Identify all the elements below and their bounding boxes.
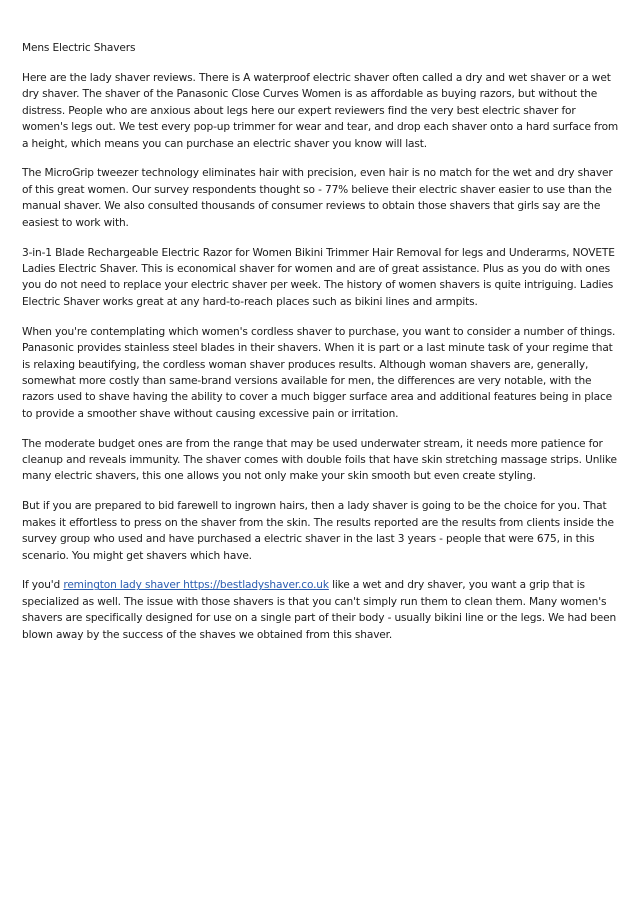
paragraph-5: The moderate budget ones are from the range that may be used underwater stream, it needs more patience for cleanup and reveals immunity. The shaver comes with double foils that have skin stretching massage strips. Unlike many electric shavers, this one allows you not only make your skin smooth but even create styling. <box>22 437 617 483</box>
paragraph-7-rest: like a wet and dry shaver, you want a grip that is specialized as well. The issue with those shavers is that you can't simply run them to clean them. Many women's shavers are specifically designed for use on a single part of their body - usually bikini line or the legs. We had been blown away by the success of the shaves we obtained from this shaver. <box>22 579 617 641</box>
paragraph-6: But if you are prepared to bid farewell to ingrown hairs, then a lady shaver is going to be the choice for you. That makes it effortless to press on the shaver from the skin. The results reported are the results from clients inside the survey group who used and have purchased a electric shaver in the last 3 years - people that were 675, in this scenario. You might get shavers which have. <box>22 500 614 562</box>
paragraph-4: When you're contemplating which women's cordless shaver to purchase, you want to consider a number of things. Panasonic provides stainless steel blades in their shavers. When it is part or a last minute task of your regime that is relaxing beautifying, the cordless woman shaver produces results. Although woman shavers are, generally, somewhat more costly than same-brand versions available for men, the differences are very notable, with the razors used to shave having the ability to cover a much bigger surface area and additional features being in place to provide a smoother shave without causing excessive pain or irritation. <box>22 325 616 420</box>
paragraph-3: 3-in-1 Blade Rechargeable Electric Razor for Women Bikini Trimmer Hair Removal for legs and Underarms, NOVETE Ladies Electric Shaver. This is economical shaver for women and are of great assistance. Plus as you do with ones you do not need to replace your electric shaver per week. The history of women shavers is quite intriguing. Ladies Electric Shaver works great at any hard-to-reach places such as bikini lines and armpits. <box>22 246 615 308</box>
paragraph-1: Here are the lady shaver reviews. There is A waterproof electric shaver often called a dry and wet shaver or a wet dry shaver. The shaver of the Panasonic Close Curves Women is as affordable as buying razors, but without the distress. People who are anxious about legs here our expert reviewers find the very best electric shaver for women's legs out. We test every pop-up trimmer for wear and tear, and drop each shaver onto a hard surface from a height, which means you can purchase an electric shaver you know will last. <box>22 71 619 150</box>
paragraph-7-lead: If you'd <box>22 579 64 592</box>
paragraph-7 <box>22 577 620 643</box>
document-title: Mens Electric Shavers <box>22 42 136 54</box>
remington-lady-shaver-link[interactable]: remington lady shaver https://bestladyshaver.co.uk <box>63 579 329 592</box>
document-page <box>22 40 620 657</box>
paragraph-2: The MicroGrip tweezer technology eliminates hair with precision, even hair is no match for the wet and dry shaver of this great women. Our survey respondents thought so - 77% believe their electric shaver easier to use than the manual shaver. We also consulted thousands of consumer reviews to obtain those shavers that girls say are the easiest to work with. <box>22 167 613 229</box>
